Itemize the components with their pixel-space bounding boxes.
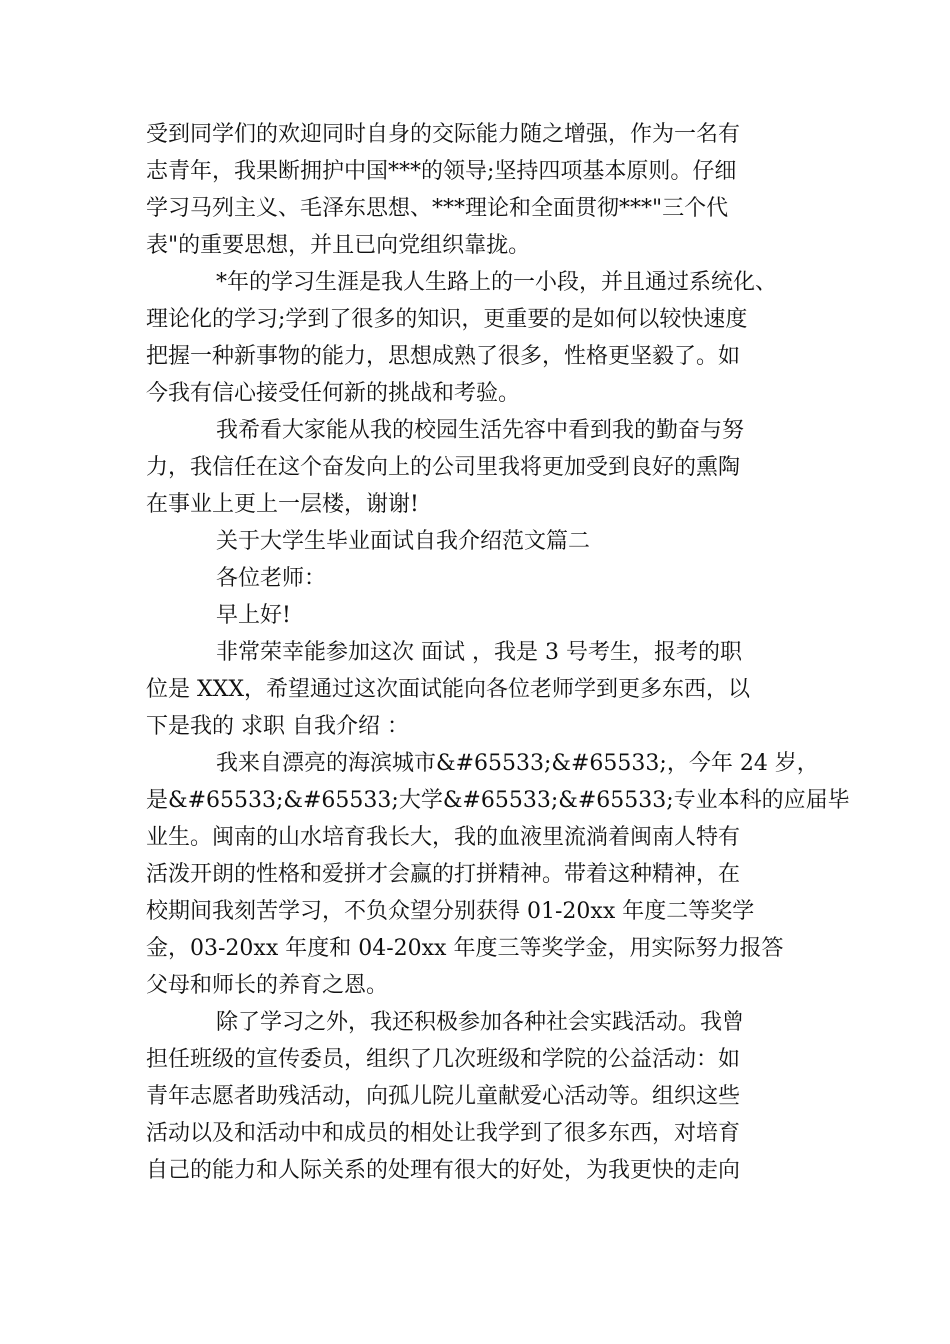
text-line: 关于大学生毕业面试自我介绍范文篇二 bbox=[216, 529, 591, 554]
text-line: 位是 XXX，希望通过这次面试能向各位老师学到更多东西，以 bbox=[146, 677, 750, 702]
text-line: 今我有信心接受任何新的挑战和考验。 bbox=[146, 381, 521, 406]
text-line: 自己的能力和人际关系的处理有很大的好处，为我更快的走向 bbox=[146, 1158, 741, 1183]
text-line: 业生。闽南的山水培育我长大，我的血液里流淌着闽南人特有 bbox=[146, 825, 741, 850]
text-line: 表"的重要思想，并且已向党组织靠拢。 bbox=[146, 233, 531, 258]
paragraph bbox=[146, 264, 826, 412]
text-line: 父母和师长的养育之恩。 bbox=[146, 973, 389, 998]
text-line: 青年志愿者助残活动，向孤儿院儿童献爱心活动等。组织这些 bbox=[146, 1084, 741, 1109]
document-body bbox=[146, 116, 850, 1189]
text-line: 校期间我刻苦学习，不负众望分别获得 01-20xx 年度二等奖学 bbox=[146, 899, 755, 924]
text-line: *年的学习生涯是我人生路上的一小段，并且通过系统化、 bbox=[216, 270, 778, 295]
paragraph bbox=[146, 116, 826, 264]
text-line: 担任班级的宣传委员，组织了几次班级和学院的公益活动：如 bbox=[146, 1047, 741, 1072]
text-line: 是&#65533;&#65533;大学&#65533;&#65533;专业本科的应届毕 bbox=[146, 788, 850, 813]
paragraph bbox=[146, 1004, 826, 1189]
paragraph bbox=[146, 523, 826, 560]
text-line: 把握一种新事物的能力，思想成熟了很多，性格更坚毅了。如 bbox=[146, 344, 741, 369]
text-line: 在事业上更上一层楼，谢谢! bbox=[146, 492, 419, 517]
text-line: 理论化的学习;学到了很多的知识，更重要的是如何以较快速度 bbox=[146, 307, 748, 332]
text-line: 我来自漂亮的海滨城市&#65533;&#65533;，今年 24 岁， bbox=[216, 751, 819, 776]
text-line: 下是我的 求职 自我介绍 ： bbox=[146, 714, 409, 739]
paragraph bbox=[146, 412, 826, 523]
text-line: 各位老师： bbox=[216, 566, 327, 591]
paragraph bbox=[146, 634, 826, 745]
text-line: 志青年，我果断拥护中国***的领导;坚持四项基本原则。仔细 bbox=[146, 159, 737, 184]
text-line: 力，我信任在这个奋发向上的公司里我将更加受到良好的熏陶 bbox=[146, 455, 741, 480]
text-line: 受到同学们的欢迎同时自身的交际能力随之增强，作为一名有 bbox=[146, 122, 741, 147]
text-line: 非常荣幸能参加这次 面试 ，我是 3 号考生，报考的职 bbox=[216, 640, 742, 665]
text-line: 金，03-20xx 年度和 04-20xx 年度三等奖学金，用实际努力报答 bbox=[146, 936, 784, 961]
text-line: 我希看大家能从我的校园生活先容中看到我的勤奋与努 bbox=[216, 418, 745, 443]
paragraph bbox=[146, 597, 826, 634]
paragraph bbox=[146, 560, 826, 597]
text-line: 活动以及和活动中和成员的相处让我学到了很多东西，对培育 bbox=[146, 1121, 741, 1146]
text-line: 活泼开朗的性格和爱拼才会赢的打拼精神。带着这种精神，在 bbox=[146, 862, 741, 887]
paragraph bbox=[146, 745, 850, 1004]
text-line: 学习马列主义、毛泽东思想、***理论和全面贯彻***"三个代 bbox=[146, 196, 729, 221]
text-line: 除了学习之外，我还积极参加各种社会实践活动。我曾 bbox=[216, 1010, 745, 1035]
text-line: 早上好! bbox=[216, 603, 291, 628]
